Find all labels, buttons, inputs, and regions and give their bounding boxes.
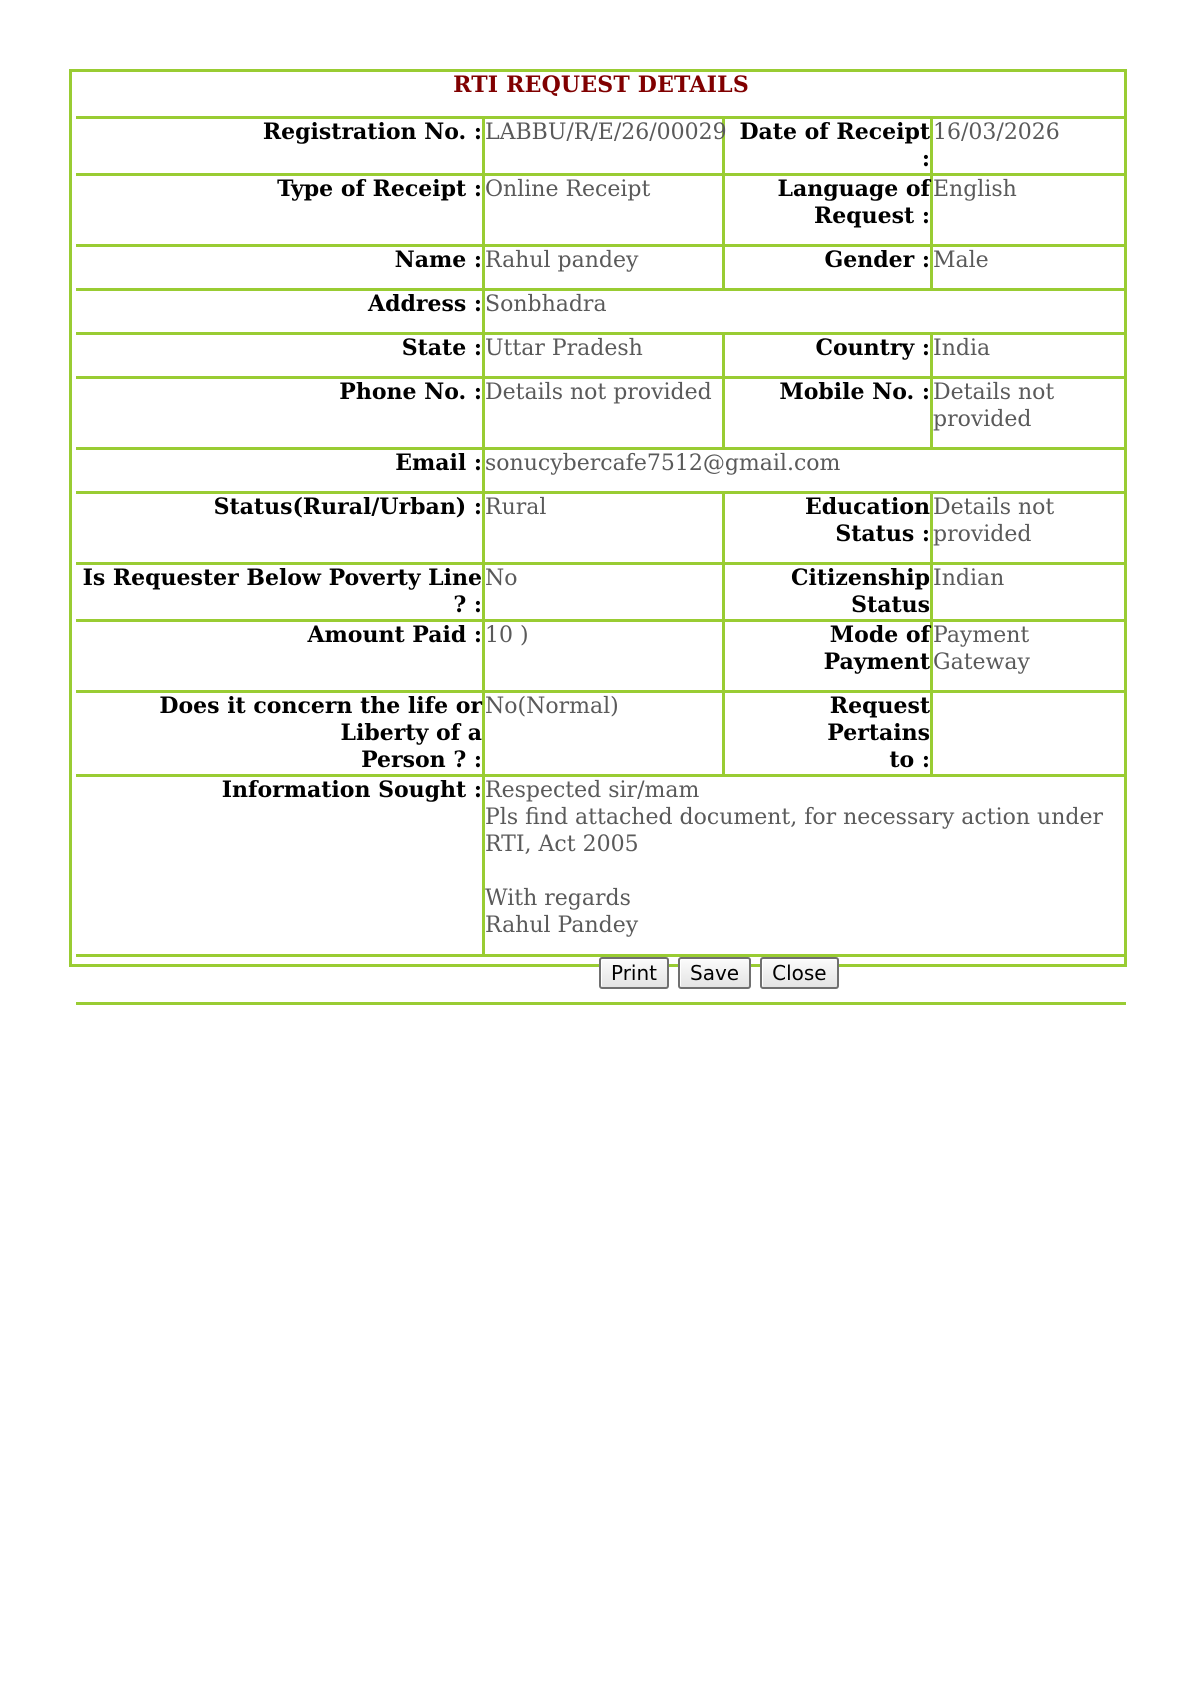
name-row	[76, 247, 1126, 291]
request-pertains-line2: to :	[889, 747, 930, 773]
mobile-label: Mobile No. :	[725, 379, 933, 450]
bpl-value: No	[485, 565, 725, 622]
state-row	[76, 335, 1126, 379]
bpl-row	[76, 565, 1126, 622]
info-line: Respected sir/mam	[485, 778, 700, 803]
rti-request-details-panel	[69, 69, 1127, 985]
phone-label: Phone No. :	[76, 379, 485, 450]
title-row	[76, 72, 1126, 119]
language-of-request-label	[725, 176, 933, 247]
phone-row	[76, 379, 1126, 450]
language-label-line2: Request :	[814, 203, 930, 229]
request-pertains-line1: Request Pertains	[827, 693, 930, 746]
state-value: Uttar Pradesh	[485, 335, 725, 379]
info-line: Rahul Pandey	[485, 913, 639, 938]
amount-paid-label: Amount Paid :	[76, 622, 485, 693]
gender-label: Gender :	[725, 247, 933, 291]
life-liberty-value: No(Normal)	[485, 693, 725, 777]
date-of-receipt-label: Date of Receipt :	[725, 119, 933, 176]
status-label: Status(Rural/Urban) :	[76, 494, 485, 565]
amount-paid-value: 10 )	[485, 622, 725, 693]
information-sought-value	[485, 777, 1126, 957]
status-row	[76, 494, 1126, 565]
life-liberty-label	[76, 693, 485, 777]
name-value: Rahul pandey	[485, 247, 725, 291]
type-of-receipt-label: Type of Receipt :	[76, 176, 485, 247]
action-buttons	[485, 957, 1126, 1005]
life-liberty-label-line1: Does it concern the life or Liberty of a	[159, 693, 482, 746]
page-title: RTI REQUEST DETAILS	[76, 72, 1126, 119]
address-row	[76, 291, 1126, 335]
life-liberty-row	[76, 693, 1126, 777]
mobile-value-line2: provided	[933, 407, 1032, 432]
print-button[interactable]: Print	[599, 957, 669, 989]
mode-of-payment-value	[933, 622, 1126, 693]
payment-value-line1: Payment	[933, 623, 1030, 648]
registration-label: Registration No. :	[76, 119, 485, 176]
education-status-value	[933, 494, 1126, 565]
education-value-line2: provided	[933, 522, 1032, 547]
information-row	[76, 777, 1126, 957]
date-of-receipt-value: 16/03/2026	[933, 119, 1126, 176]
registration-value: LABBU/R/E/26/00029	[485, 119, 725, 176]
gender-value: Male	[933, 247, 1126, 291]
request-pertains-value	[933, 693, 1126, 777]
information-sought-label: Information Sought :	[76, 777, 485, 957]
life-liberty-label-line2: Person ? :	[361, 747, 482, 773]
type-of-receipt-value: Online Receipt	[485, 176, 725, 247]
buttons-spacer	[76, 957, 485, 1005]
mobile-value-line1: Details not	[933, 380, 1055, 405]
email-row	[76, 450, 1126, 494]
close-button[interactable]: Close	[760, 957, 838, 989]
request-pertains-label	[725, 693, 933, 777]
address-value: Sonbhadra	[485, 291, 1126, 335]
bpl-label: Is Requester Below Poverty Line ? :	[76, 565, 485, 622]
education-status-label: Education Status :	[725, 494, 933, 565]
info-line: Pls find attached document, for necessary action under RTI, Act 2005	[485, 805, 1103, 857]
details-table	[76, 72, 1126, 1005]
country-value: India	[933, 335, 1126, 379]
amount-row	[76, 622, 1126, 693]
state-label: State :	[76, 335, 485, 379]
language-of-request-value: English	[933, 176, 1126, 247]
email-label: Email :	[76, 450, 485, 494]
mobile-value	[933, 379, 1126, 450]
info-line	[485, 858, 1126, 885]
phone-value: Details not provided	[485, 379, 725, 450]
address-label: Address :	[76, 291, 485, 335]
education-value-line1: Details not	[933, 495, 1055, 520]
citizenship-status-value: Indian	[933, 565, 1126, 622]
payment-value-line2: Gateway	[933, 650, 1030, 675]
language-label-line1: Language of	[777, 176, 930, 202]
mode-of-payment-label: Mode of Payment	[725, 622, 933, 693]
info-line: With regards	[485, 886, 631, 911]
citizenship-status-label: Citizenship Status	[725, 565, 933, 622]
status-value: Rural	[485, 494, 725, 565]
country-label: Country :	[725, 335, 933, 379]
buttons-row	[76, 957, 1126, 1005]
name-label: Name :	[76, 247, 485, 291]
receipt-type-row	[76, 176, 1126, 247]
save-button[interactable]: Save	[678, 957, 751, 989]
email-value: sonucybercafe7512@gmail.com	[485, 450, 1126, 494]
registration-row	[76, 119, 1126, 176]
